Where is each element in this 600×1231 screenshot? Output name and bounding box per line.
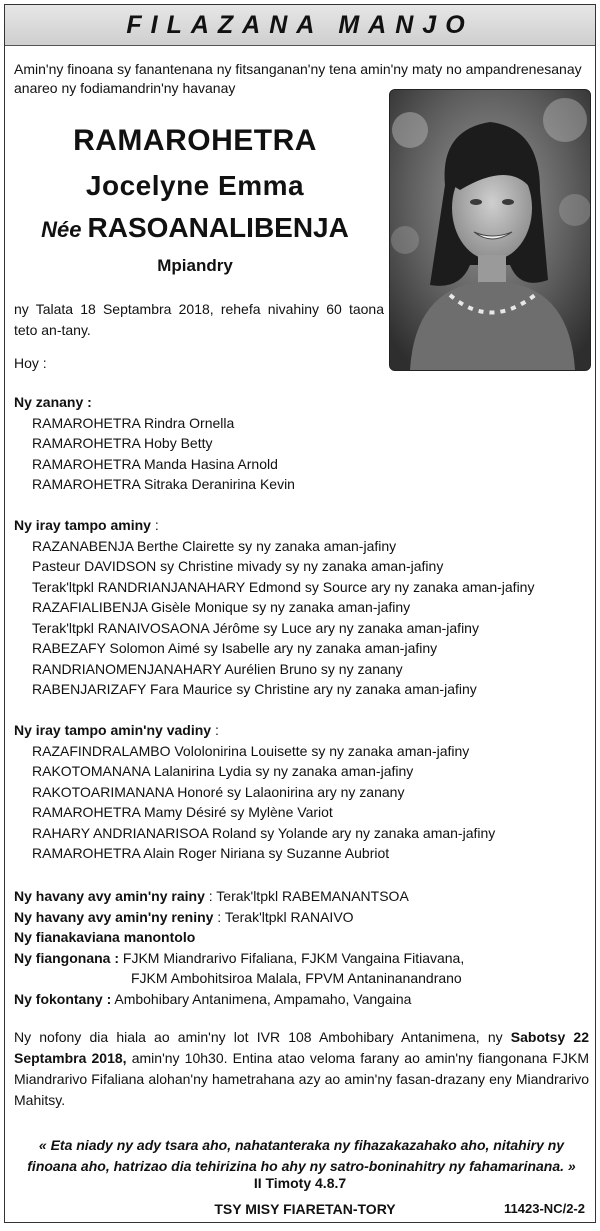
list-item: RAMAROHETRA Hoby Betty	[32, 435, 213, 451]
footer-notice: TSY MISY FIARETAN-TORY	[214, 1201, 396, 1217]
churches-line-1: FJKM Miandrarivo Fifaliana, FJKM Vangaina Fitiavana,	[122, 949, 465, 966]
list-item: RAKOTOARIMANANA Honoré sy Lalaonirina ary ny zanany	[32, 783, 405, 800]
father-side-value: : Terak'ltpkl RABEMANANTSOA	[204, 888, 409, 904]
list-item: Pasteur DAVIDSON sy Christine mivady sy ny zanaka aman-jafiny	[32, 558, 444, 574]
churches-row-2	[14, 968, 464, 989]
section-heading-text: Ny iray tampo aminy	[14, 517, 151, 533]
section-heading	[14, 515, 534, 536]
list-item: RAKOTOMANANA Lalanirina Lydia sy ny zanaka aman-jafiny	[32, 763, 414, 779]
quote-open: «	[38, 1137, 51, 1153]
mother-side-row	[14, 907, 464, 928]
list-item: RABENJARIZAFY Fara Maurice sy Christine ary ny zanaka aman-jafiny	[32, 681, 477, 697]
obituary-page	[4, 4, 596, 1223]
funeral-date: Sabotsy 22 Septambra 2018,	[14, 1029, 589, 1066]
churches-line-2: FJKM Ambohitsiroa Malala, FPVM Antaninanandrano	[131, 970, 462, 986]
banner-title: FILAZANA MANJO	[126, 11, 474, 39]
banner	[5, 5, 595, 46]
family-row	[14, 927, 464, 948]
churches-label: Ny fiangonana :	[14, 949, 120, 966]
list-item: RAZAFINDRALAMBO Vololonirina Louisette sy ny zanaka aman-jafiny	[32, 742, 470, 759]
mother-side-label: Ny havany avy amin'ny reniny	[14, 908, 214, 925]
bible-quote	[14, 1135, 589, 1176]
fokontany-value: Ambohibary Antanimena, Ampamaho, Vangaina	[114, 990, 412, 1007]
funeral-details	[14, 1027, 589, 1111]
hoy-label: Hoy :	[14, 355, 47, 371]
list-item: RAMAROHETRA Manda Hasina Arnold	[32, 455, 278, 472]
list-item: Terak'ltpkl RANDRIANJANAHARY Edmond sy Source ary ny zanaka aman-jafiny	[32, 578, 535, 595]
quote-reference: II Timoty 4.8.7	[253, 1175, 347, 1191]
list-item: RAMAROHETRA Rindra Ornella	[32, 414, 235, 431]
list-item: RAZANABENJA Berthe Clairette sy ny zanaka aman-jafiny	[32, 537, 397, 554]
deceased-given-names: Jocelyne Emma	[85, 170, 305, 201]
list-item: Terak'ltpkl RANAIVOSAONA Jérôme sy Luce ary ny zanaka aman-jafiny	[32, 619, 479, 636]
list-item: RAMAROHETRA Mamy Désiré sy Mylène Variot	[32, 804, 333, 820]
footer-code: 11423-NC/2-2	[504, 1201, 585, 1216]
section-children	[14, 392, 295, 495]
section-heading-text: Ny iray tampo amin'ny vadiny	[14, 722, 212, 738]
section-heading	[14, 720, 495, 741]
churches-row	[14, 948, 464, 969]
list-item: RAHARY ANDRIANARISOA Roland sy Yolande ary ny zanaka aman-jafiny	[32, 824, 496, 841]
portrait-image	[390, 90, 590, 370]
list-item: RAMAROHETRA Alain Roger Niriana sy Suzanne Aubriot	[32, 845, 390, 861]
list-item: RABEZAFY Solomon Aimé sy Isabelle ary ny zanaka aman-jafiny	[32, 640, 438, 656]
funeral-text-after: amin'ny 10h30. Entina atao veloma farany ao amin'ny fiangonana FJKM Miandrarivo Fifaliana alohan'ny hametrahana azy ao amin'ny fasan-drazany eny Miandrarivo Mahitsy.	[14, 1050, 589, 1108]
list-item: RAMAROHETRA Sitraka Deranirina Kevin	[32, 476, 295, 492]
fokontany-label: Ny fokontany :	[14, 990, 112, 1007]
maiden-name: RASOANALIBENJA	[87, 212, 349, 243]
father-side-label: Ny havany avy amin'ny rainy	[14, 888, 205, 904]
section-heading	[14, 392, 295, 413]
relatives-block	[14, 886, 464, 1009]
deceased-maiden-name-line	[5, 210, 385, 248]
list-item: RAZAFIALIBENJA Gisèle Monique sy ny zanaka aman-jafiny	[32, 599, 411, 615]
family-label: Ny fianakaviana manontolo	[14, 929, 196, 945]
fokontany-row	[14, 989, 464, 1010]
intro-text: Amin'ny finoana sy fanantenana ny fitsanganan'ny tena amin'ny maty no ampandrenesanay anareo ny fodiamandrin'ny havanay	[14, 61, 582, 96]
quote-close: »	[564, 1157, 576, 1174]
section-spouse-siblings	[14, 720, 495, 864]
nee-label: Née	[41, 217, 82, 242]
list-item: RANDRIANOMENJANAHARY Aurélien Bruno sy ny zanany	[32, 660, 403, 677]
section-siblings	[14, 515, 534, 700]
father-side-row	[14, 886, 464, 907]
quote-text: Eta niady ny ady tsara aho, nahatanteraka ny fihazakazahako aho, nitahiry ny finoana aho, hatrizao dia tehirizina ho ahy ny satro-boninahitry ny fahamarinana.	[27, 1137, 565, 1174]
death-statement: ny Talata 18 Septambra 2018, rehefa nivahiny 60 taona teto an-tany.	[14, 301, 384, 338]
deceased-surname: RAMAROHETRA	[73, 124, 317, 157]
funeral-text-before: Ny nofony dia hiala ao amin'ny lot IVR 108 Ambohibary Antanimena, ny	[14, 1029, 511, 1045]
deceased-photo	[389, 89, 591, 371]
section-heading-text: Ny zanany :	[14, 394, 92, 410]
mother-side-value: : Terak'ltpkl RANAIVO	[213, 908, 354, 925]
relation-label: Mpiandry	[157, 256, 233, 275]
section-heading-suffix: :	[150, 517, 159, 533]
section-heading-suffix: :	[211, 722, 219, 738]
